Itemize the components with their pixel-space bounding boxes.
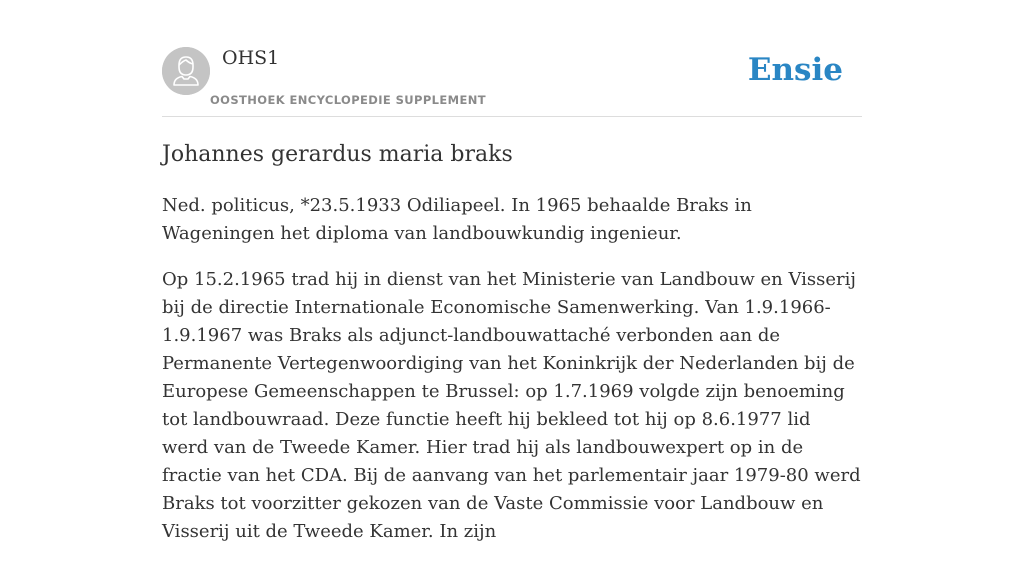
site-logo[interactable]: Ensie (747, 52, 843, 88)
page-title: Johannes gerardus maria braks (162, 142, 513, 167)
article-header (162, 46, 862, 117)
article-paragraph: Op 15.2.1965 trad hij in dienst van het Ministerie van Landbouw en Visserij bij de directie Internationale Economische Samenwerking. Van 1.9.1966-1.9.1967 was Braks als adjunct-landbouwattaché verbonden aan de Permanente Vertegenwoordiging van het Koninkrijk der Nederlanden bij de Europese Gemeenschappen te Brussel: op 1.7.1969 volgde zijn benoeming tot landbouwraad. Deze functie heeft hij bekleed tot hij op 8.6.1977 lid werd van de Tweede Kamer. Hier trad hij als landbouwexpert op in de fractie van het CDA. Bij de aanvang van het parlementair jaar 1979-80 werd Braks tot voorzitter gekozen van de Vaste Commissie voor Landbouw en Visserij uit de Tweede Kamer. In zijn (162, 269, 861, 542)
user-icon (162, 47, 210, 95)
author-name[interactable]: OHS1 (222, 47, 280, 69)
article-paragraph: Ned. politicus, *23.5.1933 Odiliapeel. In 1965 behaalde Braks in Wageningen het diploma van landbouwkundig ingenieur. (162, 195, 752, 244)
avatar[interactable] (162, 47, 210, 95)
source-label[interactable]: OOSTHOEK ENCYCLOPEDIE SUPPLEMENT (210, 93, 487, 107)
article-body (162, 192, 862, 564)
